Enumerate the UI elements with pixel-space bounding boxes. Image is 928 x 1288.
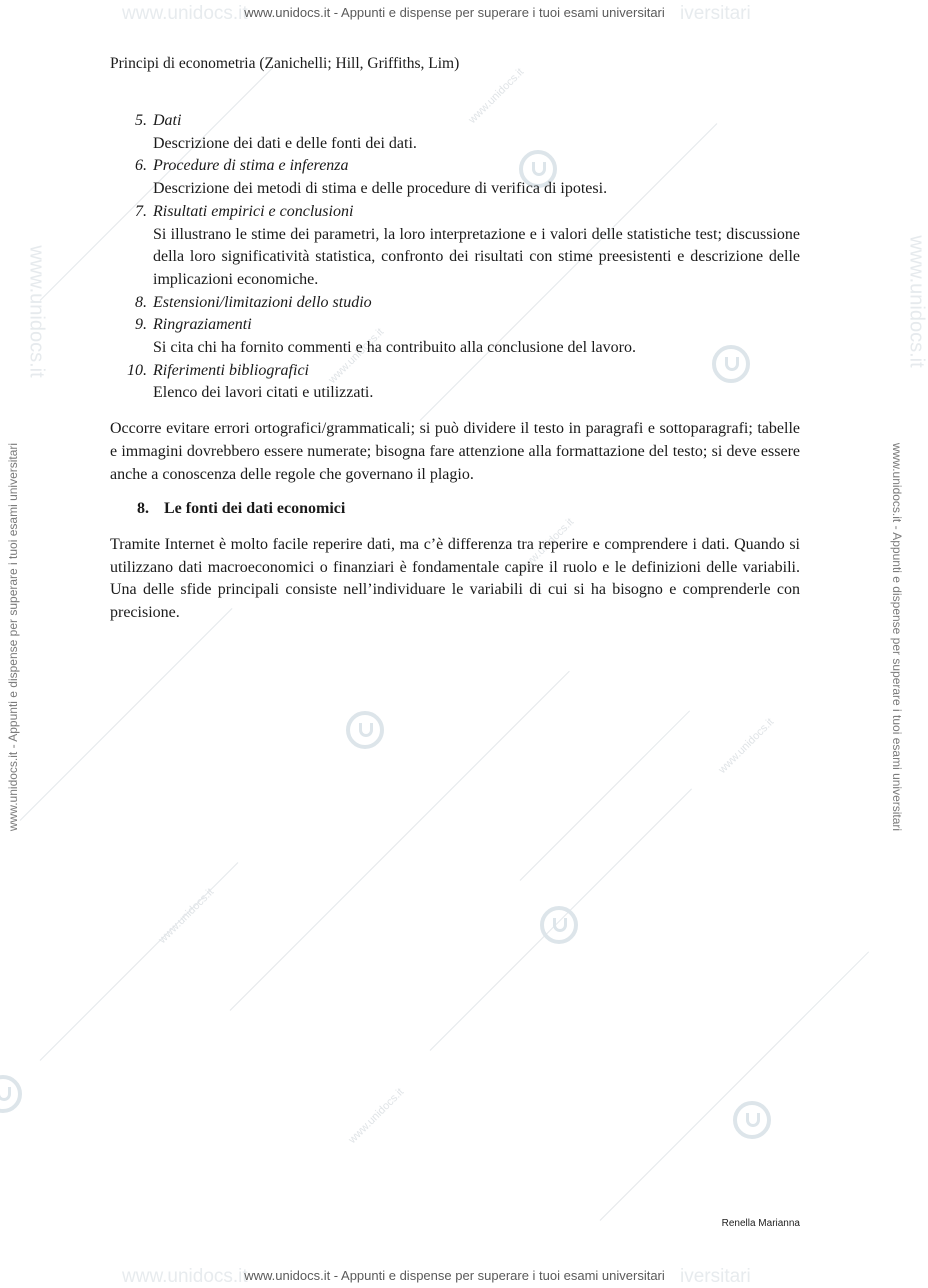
list-item-title: Dati	[153, 112, 182, 129]
list-item-description: Elenco dei lavori citati e utilizzati.	[153, 384, 374, 402]
watermark-small-text: www.unidocs.it	[516, 516, 577, 576]
unidocs-logo-icon	[0, 1075, 22, 1113]
list-item-title: Ringraziamenti	[153, 316, 252, 334]
footer-author: Renella Marianna	[721, 1218, 800, 1229]
watermark-small-text: www.unidocs.it	[466, 66, 527, 126]
watermark-small-text: www.unidocs.it	[326, 326, 387, 386]
unidocs-logo-icon	[540, 906, 578, 944]
watermark-line	[600, 951, 869, 1220]
list-item-title: Estensioni/limitazioni dello studio	[153, 293, 372, 311]
watermark-small-text: www.unidocs.it	[716, 716, 777, 776]
list-item-description: Si illustrano le stime dei parametri, la loro interpretazione e i valori delle statistiche test; discussione della loro significatività statistica, confronto dei risultati con stime preesistenti e descrizione delle implicazioni economiche.	[153, 225, 800, 288]
list-item-number: 7.	[135, 202, 147, 220]
list-item-number: 10.	[127, 361, 147, 379]
list-item	[110, 201, 800, 292]
watermark-ghost-text: iversitari	[680, 1266, 751, 1287]
section-number: 8.	[137, 500, 149, 518]
watermark-banner-top	[0, 3, 909, 23]
watermark-ghost-text: iversitari	[680, 3, 751, 24]
watermark-line	[520, 710, 690, 880]
unidocs-logo-icon	[733, 1101, 771, 1139]
watermark-small-text: www.unidocs.it	[156, 886, 217, 946]
list-item-title: Procedure di stima e inferenza	[153, 157, 349, 175]
list-item-number: 6.	[135, 157, 147, 175]
main-content	[110, 110, 800, 625]
paragraph-data-sources: Tramite Internet è molto facile reperire dati, ma c’è differenza tra reperire e comprendere i dati. Quando si utilizzano dati macroeconomici o finanziari è fondamentale capire il ruolo e le definizioni delle variabili. Una delle sfide principali consiste nell’individuare le variabili di cui si ha bisogno e comprenderle con precisione.	[110, 535, 800, 622]
watermark-ghost-text: www.unidocs.it	[122, 1266, 248, 1287]
watermark-banner-text: www.unidocs.it - Appunti e dispense per superare i tuoi esami universitari	[244, 5, 665, 20]
structure-list	[110, 110, 800, 405]
list-item-title: Risultati empirici e conclusioni	[153, 202, 354, 220]
section-title: Le fonti dei dati economici	[164, 500, 346, 518]
list-item-number: 9.	[135, 316, 147, 334]
list-item-description: Descrizione dei metodi di stima e delle procedure di verifica di ipotesi.	[153, 180, 608, 198]
watermark-side-left: www.unidocs.it - Appunti e dispense per superare i tuoi esami universitari	[6, 442, 20, 832]
list-item-number: 5.	[135, 112, 147, 129]
unidocs-logo-icon	[346, 711, 384, 749]
list-item-title: Riferimenti bibliografici	[153, 361, 309, 379]
watermark-ghost-text: www.unidocs.it	[122, 3, 248, 24]
list-item-number: 8.	[135, 293, 147, 311]
list-item	[110, 314, 800, 359]
list-item	[110, 292, 800, 315]
list-item	[110, 155, 800, 200]
watermark-banner-text: www.unidocs.it - Appunti e dispense per superare i tuoi esami universitari	[244, 1268, 665, 1283]
running-head: Principi di econometria (Zanichelli; Hill, Griffiths, Lim)	[110, 55, 460, 72]
watermark-banner-bottom	[0, 1266, 909, 1286]
paragraph-writing-guidelines: Occorre evitare errori ortografici/grammaticali; si può dividere il testo in paragrafi e sottoparagrafi; tabelle e immagini dovrebbero essere numerate; bisogna fare attenzione alla formattazione del testo; si deve essere anche a conoscenza delle regole che governano il plagio.	[110, 420, 800, 483]
watermark-side-ghost: www.unidocs.it	[25, 245, 48, 378]
watermark-side-ghost: www.unidocs.it	[905, 235, 928, 368]
watermark-side-right: www.unidocs.it - Appunti e dispense per superare i tuoi esami universitari	[890, 442, 904, 832]
watermark-small-text: www.unidocs.it	[346, 1086, 407, 1146]
section-heading	[110, 498, 800, 521]
watermark-line	[20, 608, 233, 821]
list-item	[110, 360, 800, 405]
list-item-description: Si cita chi ha fornito commenti e ha contribuito alla conclusione del lavoro.	[153, 339, 636, 357]
list-item-description: Descrizione dei dati e delle fonti dei dati.	[153, 134, 417, 152]
list-item	[110, 110, 800, 155]
